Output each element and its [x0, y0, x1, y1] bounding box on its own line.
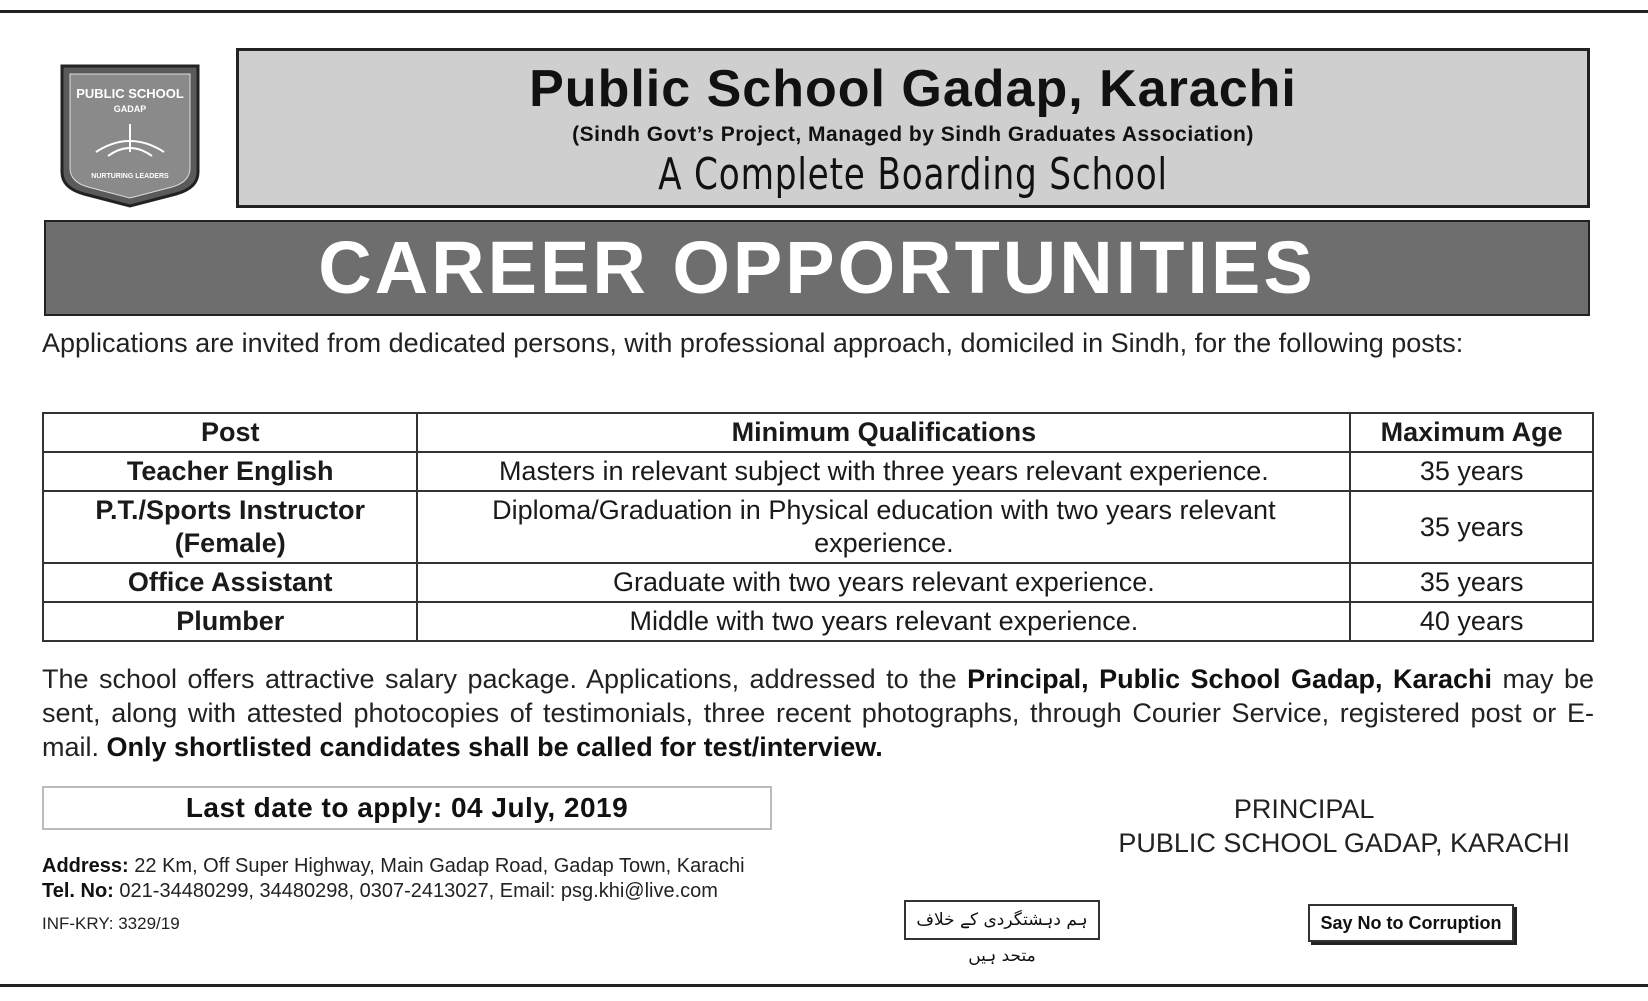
last-date-box: Last date to apply: 04 July, 2019 — [42, 786, 772, 830]
signature-title: PRINCIPAL — [1233, 794, 1375, 824]
address-label: Address: — [42, 855, 129, 877]
shield-logo-icon — [56, 60, 204, 210]
instructions-part1: The school offers attractive salary package. Applications, addressed to the — [42, 664, 968, 694]
logo-motto: NURTURING LEADERS — [91, 173, 169, 180]
post-cell: P.T./Sports Instructor (Female) — [43, 491, 417, 563]
instructions-shortlist: Only shortlisted candidates shall be called for test/interview. — [106, 732, 883, 762]
age-cell: 35 years — [1350, 491, 1593, 563]
address-value: 22 Km, Off Super Highway, Main Gadap Road, Gadap Town, Karachi — [134, 855, 745, 877]
tel-value: 021-34480299, 34480298, 0307-2413027, Email: psg.khi@live.com — [119, 880, 718, 902]
qualification-cell: Diploma/Graduation in Physical education with two years relevant experience. — [417, 491, 1350, 563]
school-tagline: A Complete Boarding School — [658, 149, 1168, 200]
age-cell: 35 years — [1350, 563, 1593, 602]
signature-org: PUBLIC SCHOOL GADAP, KARACHI — [1118, 828, 1570, 858]
contact-block — [42, 854, 745, 904]
top-rule — [0, 10, 1648, 13]
table-header-row — [43, 413, 1593, 452]
qualification-cell: Graduate with two years relevant experience. — [417, 563, 1350, 602]
logo-gadap: GADAP — [113, 104, 147, 114]
tel-label: Tel. No: — [42, 880, 114, 902]
intro-text: Applications are invited from dedicated persons, with professional approach, domiciled in Sindh, for the following posts: — [42, 328, 1464, 358]
instructions-addressee: Principal, Public School Gadap, Karachi — [967, 664, 1493, 694]
school-name: Public School Gadap, Karachi — [529, 60, 1297, 118]
application-instructions — [42, 662, 1594, 764]
table-row — [43, 602, 1593, 641]
instructions-part2: may be sent, along with attested photocopies of testimonials, three recent photographs, through Courier Service, registered post or E-mail. — [42, 664, 1595, 762]
urdu-slogan: ہم دہشتگردی کے خلاف متحد ہیں — [904, 900, 1100, 940]
header-qualifications: Minimum Qualifications — [417, 413, 1350, 452]
header-box — [236, 48, 1590, 208]
school-subtitle: (Sindh Govt’s Project, Managed by Sindh Graduates Association) — [572, 123, 1254, 146]
age-cell: 40 years — [1350, 602, 1593, 641]
table-row — [43, 491, 1593, 563]
post-cell: Plumber — [43, 602, 417, 641]
age-cell: 35 years — [1350, 452, 1593, 491]
reference-number: INF-KRY: 3329/19 — [42, 914, 180, 933]
qualification-cell: Middle with two years relevant experience. — [417, 602, 1350, 641]
logo-name: PUBLIC SCHOOL — [76, 86, 184, 101]
corruption-badge: Say No to Corruption — [1308, 904, 1514, 942]
signature-block — [1118, 792, 1570, 860]
career-banner — [44, 220, 1590, 316]
school-logo — [56, 60, 204, 210]
post-cell: Teacher English — [43, 452, 417, 491]
bottom-rule — [0, 984, 1648, 987]
table-row — [43, 563, 1593, 602]
header-post: Post — [43, 413, 417, 452]
advertisement — [30, 40, 1600, 966]
banner-title: CAREER OPPORTUNITIES — [318, 226, 1316, 309]
post-cell: Office Assistant — [43, 563, 417, 602]
header-age: Maximum Age — [1350, 413, 1593, 452]
table-row — [43, 452, 1593, 491]
qualification-cell: Masters in relevant subject with three years relevant experience. — [417, 452, 1350, 491]
jobs-table — [42, 412, 1594, 642]
